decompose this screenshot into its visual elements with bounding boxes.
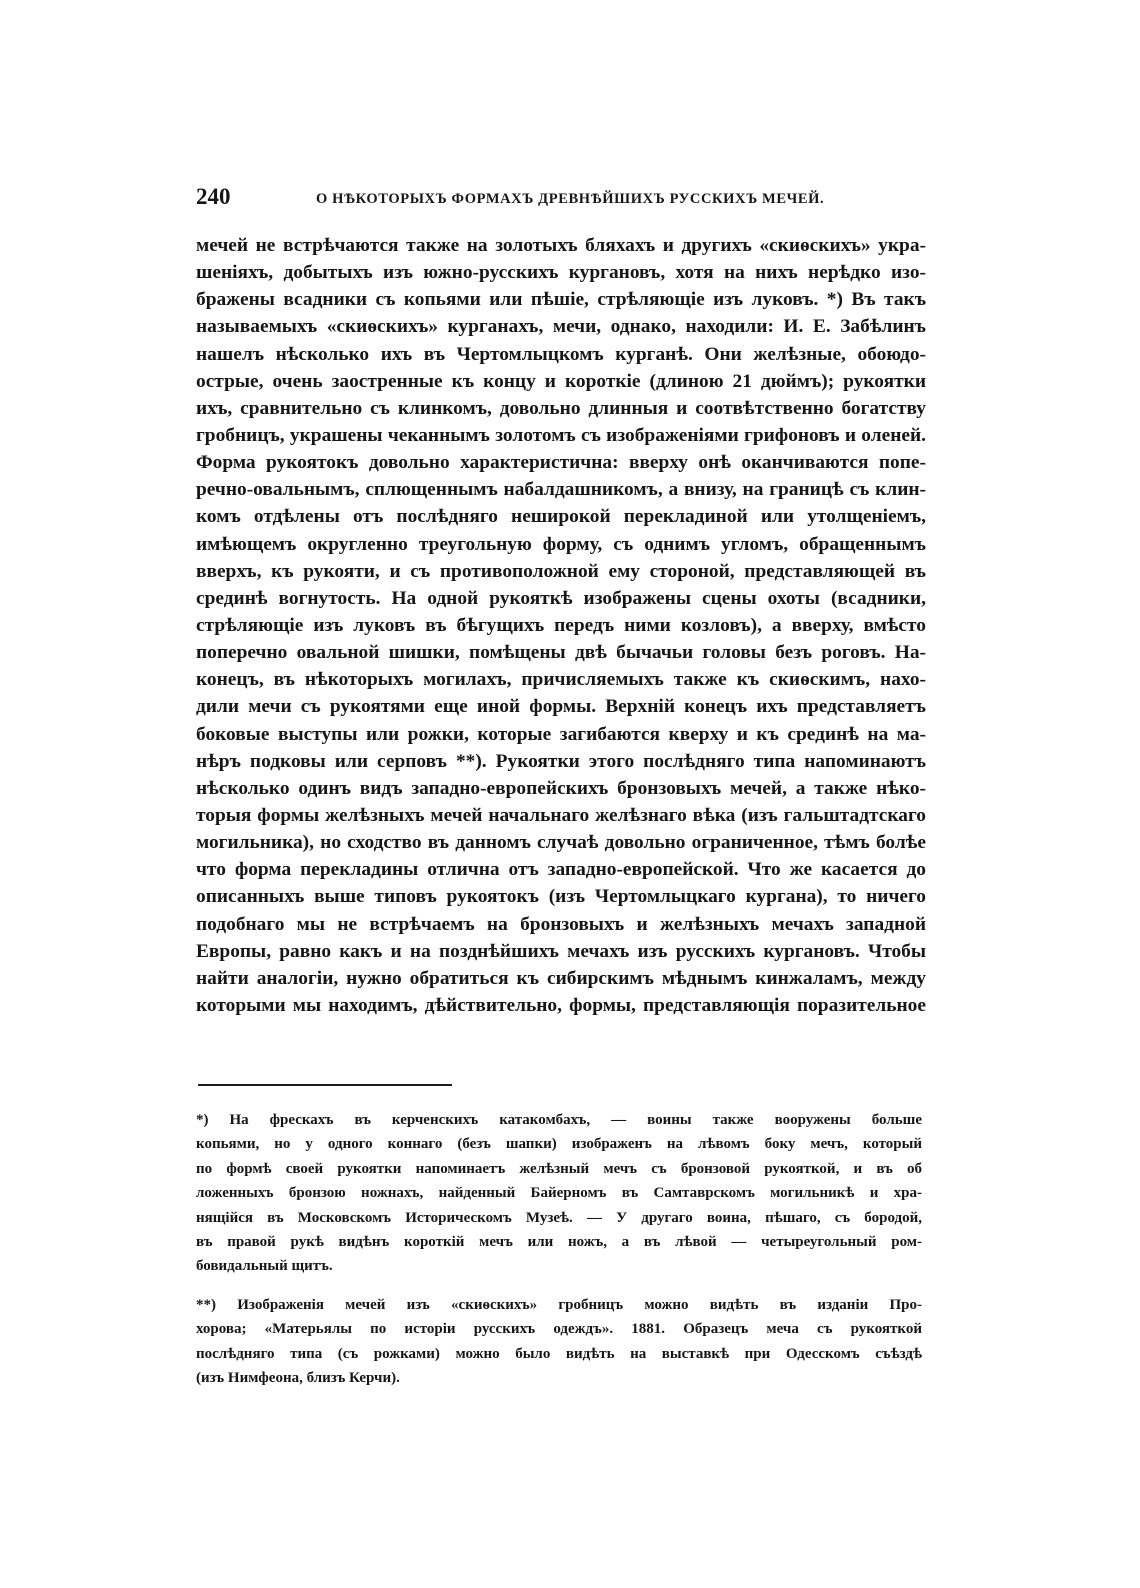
text-line: комъ отдѣлены отъ послѣдняго неширокой перекладиной или утолщеніемъ, [196,506,926,528]
text-line: поперечно овальной шишки, помѣщены двѣ бычачьи головы безъ роговъ. На- [196,642,926,664]
text-line: описанныхъ выше типовъ рукоятокъ (изъ Чертомлыцкаго кургана), то ничего [196,886,926,908]
text-line: шеніяхъ, добытыхъ изъ южно-русскихъ кургановъ, хотя на нихъ нерѣдко изо- [196,262,926,284]
footnote-line: послѣдняго типа (съ рожками) можно было видѣть на выставкѣ при Одесскомъ съѣздѣ [196,1345,922,1362]
text-line: которыми мы находимъ, дѣйствительно, формы, представляющія поразительное [196,994,926,1016]
footnote-line: копьями, но у одного коннаго (безъ шапки) изображенъ на лѣвомъ боку мечъ, который [196,1136,922,1153]
text-line: мечей не встрѣчаются также на золотыхъ бляхахъ и другихъ «скиѳскихъ» укра- [196,235,926,256]
footnote-line: хорова; «Матерьялы по исторіи русскихъ одеждъ». 1881. Образецъ меча съ рукояткой [196,1321,922,1338]
text-line: острые, очень заостренные къ концу и короткіе (длиною 21 дюймъ); рукоятки [196,370,926,392]
page-number: 240 [196,184,231,209]
footnote-line: по формѣ своей рукоятки напоминаетъ желѣзный мечъ съ бронзовой рукояткой, и въ об [196,1160,922,1177]
text-line: гробницъ, украшены чеканнымъ золотомъ съ изображеніями грифоновъ и оленей. [196,424,926,446]
text-line: нѣсколько одинъ видъ западно-европейскихъ бронзовыхъ мечей, а также нѣко- [196,777,926,799]
text-line: речно-овальнымъ, сплющеннымъ набалдашникомъ, а внизу, на границѣ съ клин- [196,479,926,501]
footnote-line: бовидальный щитъ. [196,1258,333,1275]
text-line: дили мечи съ рукоятями еще иной формы. Верхній конецъ ихъ представляетъ [196,696,926,718]
text-line: боковые выступы или рожки, которые загибаются кверху и къ срединѣ на ма- [196,723,926,745]
text-line: нашелъ нѣсколько ихъ въ Чертомлыцкомъ курганѣ. Они желѣзные, обоюдо- [196,343,926,365]
text-line: торыя формы желѣзныхъ мечей начальнаго желѣзнаго вѣка (изъ гальштадтскаго [196,804,926,826]
footnote-line: ложенныхъ бронзою ножнахъ, найденный Байерномъ въ Самтаврскомъ могильникѣ и хра- [196,1185,922,1202]
text-line: нѣръ подковы или серповъ **). Рукоятки этого послѣдняго типа напоминаютъ [196,750,926,772]
text-line: Европы, равно какъ и на позднѣйшихъ мечахъ изъ русскихъ кургановъ. Чтобы [196,940,926,962]
footnote-line: **) Изображенія мечей изъ «скиѳскихъ» гробницъ можно видѣть въ изданіи Про- [196,1296,922,1313]
footnote-line: (изъ Нимфеона, близъ Керчи). [196,1369,400,1386]
page-header [196,182,926,212]
footnote-line: нящійся въ Московскомъ Историческомъ Музеѣ. — У другаго воина, пѣшаго, съ бородой, [196,1209,922,1226]
text-line: подобнаго мы не встрѣчаемъ на бронзовыхъ и желѣзныхъ мечахъ западной [196,913,926,935]
text-line: бражены всадники съ копьями или пѣшіе, стрѣляющіе изъ луковъ. *) Въ такъ [196,289,926,311]
text-line: ихъ, сравнительно съ клинкомъ, довольно длинныя и соотвѣтственно богатству [196,397,926,419]
text-line: найти аналогіи, нужно обратиться къ сибирскимъ мѣднымъ кинжаламъ, между [196,967,926,989]
text-line: имѣющемъ округленно треугольную форму, съ однимъ угломъ, обращеннымъ [196,533,926,555]
text-line: стрѣляющіе изъ луковъ въ бѣгущихъ передъ ними козловъ), а вверху, вмѣсто [196,614,926,636]
footnote-1 [196,1108,922,1279]
running-title: О НѢКОТОРЫХЪ ФОРМАХЪ ДРЕВНѢЙШИХЪ РУССКИХЪ МЕЧЕЙ. [316,191,825,207]
text-line: вверхъ, къ рукояти, и съ противоположной ему стороной, представляющей въ [196,560,926,582]
text-line: срединѣ вогнутость. На одной рукояткѣ изображены сцены охоты (всадники, [196,587,926,609]
text-line: конецъ, въ нѣкоторыхъ могилахъ, причисляемыхъ также къ скиѳскимъ, нахо- [196,669,926,691]
text-line: могильника), но сходство въ данномъ случаѣ довольно ограниченное, тѣмъ болѣе [196,832,926,854]
footnote-2 [196,1293,922,1391]
footnote-line: *) На фрескахъ въ керченскихъ катакомбахъ, — воины также вооружены больше [196,1112,922,1128]
text-line: Форма рукоятокъ довольно характеристична: вверху онѣ оканчиваются попе- [196,452,926,474]
text-line: что форма перекладины отлична отъ западно-европейской. Что же касается до [196,859,926,881]
footnotes [196,1108,922,1390]
main-text [196,232,926,1019]
footnote-separator [198,1084,452,1086]
footnote-line: въ правой рукѣ видѣнъ короткій мечъ или ножъ, а въ лѣвой — четыреугольный ром- [196,1233,922,1250]
text-line: называемыхъ «скиѳскихъ» курганахъ, мечи, однако, находили: И. Е. Забѣлинъ [196,316,926,338]
